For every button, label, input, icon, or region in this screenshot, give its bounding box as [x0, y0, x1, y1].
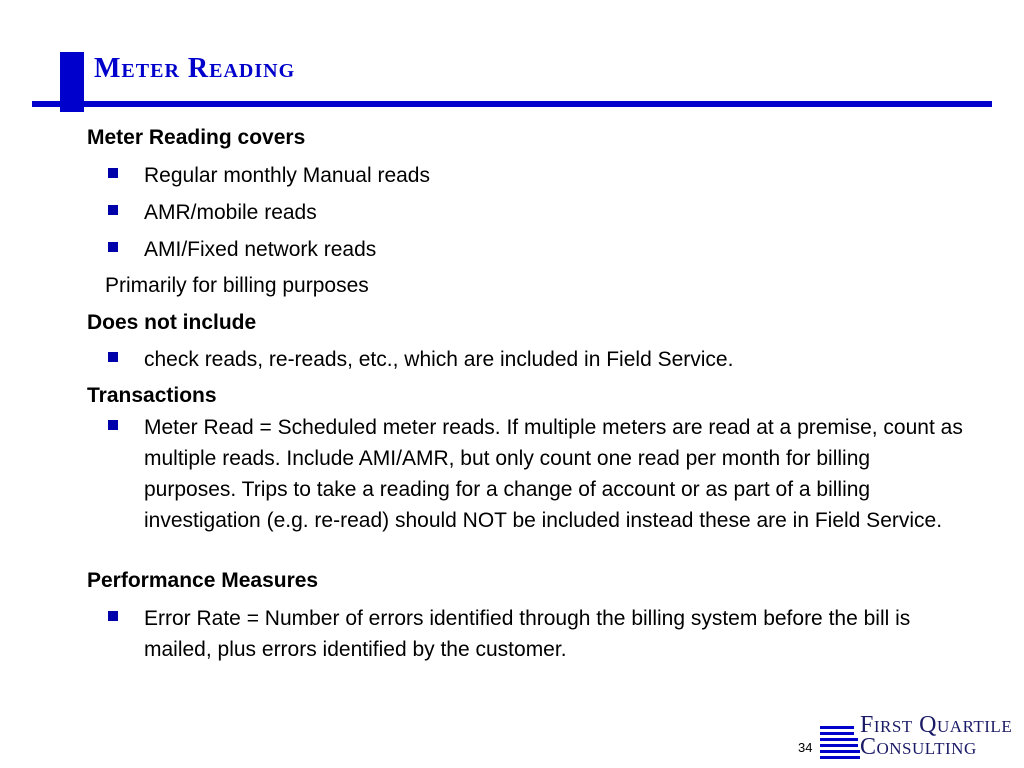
square-bullet-icon — [108, 168, 118, 178]
square-bullet-icon — [108, 611, 118, 621]
excludes-heading: Does not include — [87, 311, 257, 334]
square-bullet-icon — [108, 420, 118, 430]
list-item-text: Meter Read = Scheduled meter reads. If multiple meters are read at a premise, count as multiple reads. Include AMI/AMR, but only count one read per month for billing purposes. Trips to take a reading for a change of account or as part of a billing investigation (e.g. re-read) should NOT be included instead these are in Field Service. — [144, 416, 963, 532]
square-bullet-icon — [108, 352, 118, 362]
page-title: Meter Reading — [94, 53, 296, 84]
logo-text-line1: First Quartile — [860, 712, 1013, 738]
title-underline — [32, 101, 992, 107]
square-bullet-icon — [108, 205, 118, 215]
covers-note: Primarily for billing purposes — [105, 274, 369, 297]
list-item-text: AMR/mobile reads — [144, 201, 317, 224]
transactions-heading: Transactions — [87, 384, 217, 407]
page-number: 34 — [798, 740, 813, 755]
measures-heading: Performance Measures — [87, 569, 319, 592]
list-item-text: check reads, re-reads, etc., which are included in Field Service. — [144, 348, 734, 371]
list-item-text: Error Rate = Number of errors identified through the billing system before the bill is mailed, plus errors identified by the customer. — [144, 607, 911, 661]
list-item-text: AMI/Fixed network reads — [144, 238, 377, 261]
logo-text-line2: Consulting — [860, 734, 977, 760]
list-item-text: Regular monthly Manual reads — [144, 164, 430, 187]
covers-heading: Meter Reading covers — [87, 126, 306, 149]
company-logo — [820, 712, 1020, 762]
square-bullet-icon — [108, 242, 118, 252]
